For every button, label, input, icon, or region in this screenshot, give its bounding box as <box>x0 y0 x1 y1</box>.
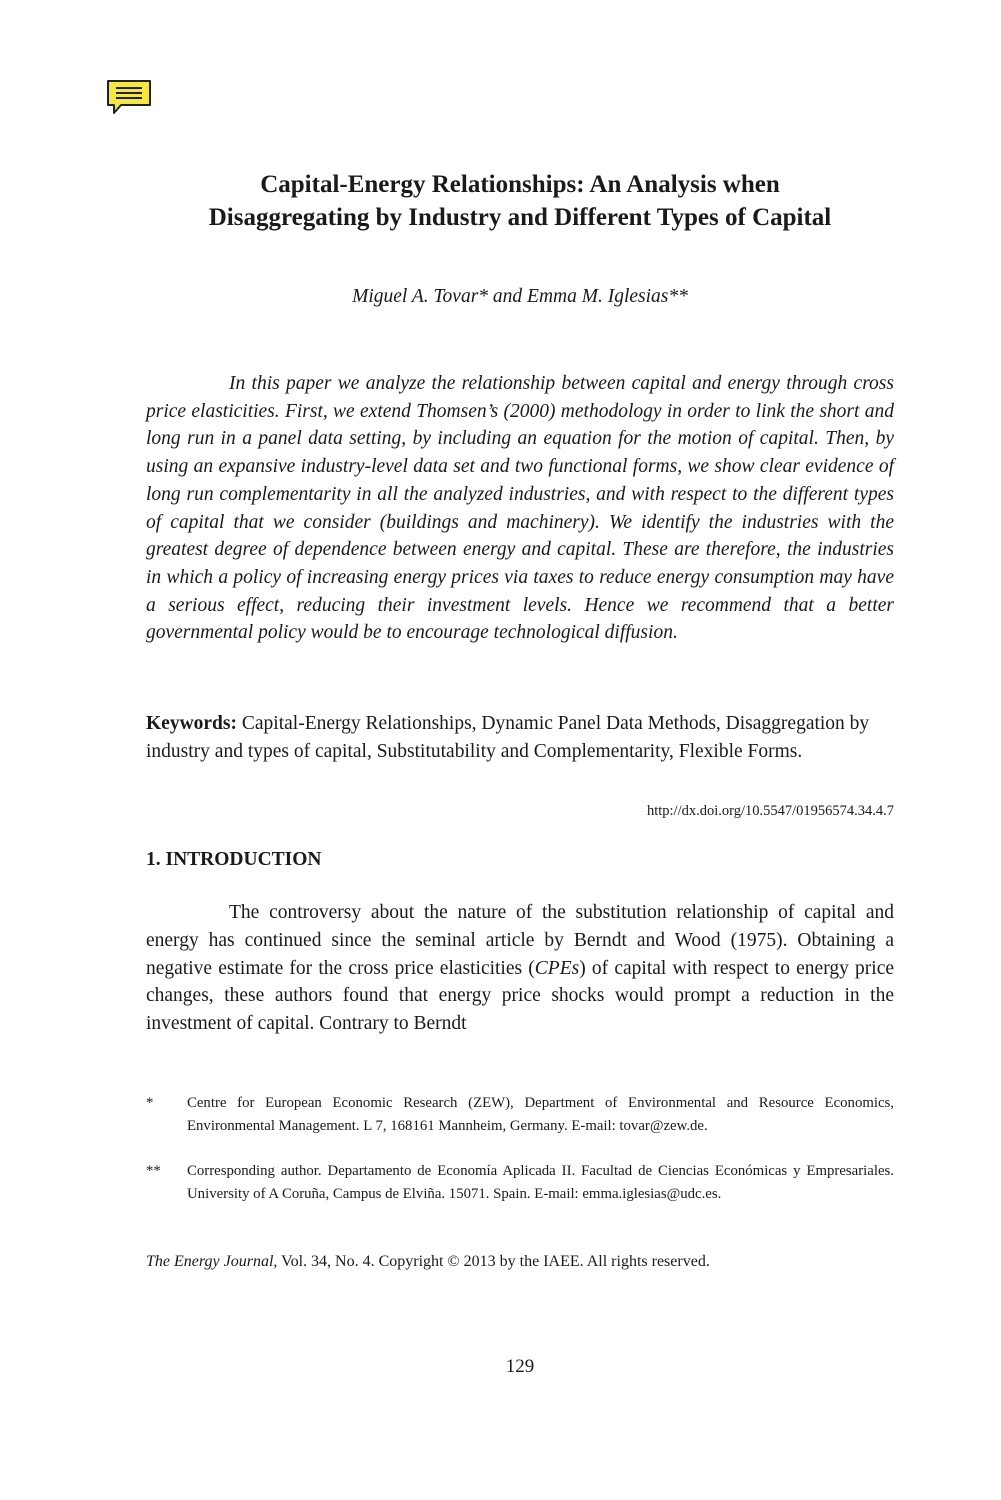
abstract <box>146 370 894 647</box>
footnote-1 <box>146 1092 894 1137</box>
doi-link[interactable]: http://dx.doi.org/10.5547/01956574.34.4.7 <box>646 803 894 819</box>
footnote-2 <box>146 1160 894 1205</box>
journal-citation <box>146 1253 894 1271</box>
intro-cpes: CPEs <box>534 957 580 979</box>
section-heading: 1. INTRODUCTION <box>146 849 322 870</box>
keywords-text: Capital-Energy Relationships, Dynamic Panel Data Methods, Disaggregation by industry and types of capital, Substitutability and Complementarity, Flexible Forms. <box>146 713 870 762</box>
footnote-1-mark: * <box>146 1095 154 1111</box>
footnote-1-text: Centre for European Economic Research (ZEW), Department of Environmental and Resource Economics, Environmental Management. L 7, 168161 Mannheim, Germany. E-mail: tovar@zew.de. <box>187 1095 894 1134</box>
keywords <box>146 710 894 765</box>
abstract-text: In this paper we analyze the relationship between capital and energy through cross price elasticities. First, we extend Thomsen’s (2000) methodology in order to link the short and long run in a panel data setting, by including an equation for the motion of capital. Then, by using an expansive industry-level data set and two functional forms, we show clear evidence of long run complementarity in all the analyzed industries, and with respect to the different types of capital that we consider (buildings and machinery). We identify the industries with the greatest degree of dependence between energy and capital. These are therefore, the industries in which a policy of increasing energy prices via taxes to reduce energy consumption may have a serious effect, reducing their investment levels. Hence we recommend that a better governmental policy would be to encourage technological diffusion. <box>146 373 894 644</box>
intro-paragraph <box>146 899 894 1038</box>
author-line: Miguel A. Tovar* and Emma M. Iglesias** <box>352 286 688 307</box>
page-number: 129 <box>505 1356 535 1377</box>
footnote-2-mark: ** <box>146 1163 161 1179</box>
footnote-2-text: Corresponding author. Departamento de Economía Aplicada II. Facultad de Ciencias Económicas y Empresariales. University of A Coruña, Campus de Elviña. 15071. Spain. E-mail: emma.iglesias@udc.es. <box>187 1163 894 1202</box>
journal-name: The Energy Journal <box>146 1253 274 1270</box>
journal-details: , Vol. 34, No. 4. Copyright © 2013 by the IAEE. All rights reserved. <box>273 1253 710 1270</box>
title-line-2: Disaggregating by Industry and Different Types of Capital <box>208 204 832 231</box>
keywords-label: Keywords: <box>146 713 237 734</box>
paper-title <box>120 168 920 234</box>
title-line-1: Capital-Energy Relationships: An Analysis when <box>260 171 780 198</box>
comment-note-icon[interactable] <box>105 78 153 118</box>
intro-text-1: The controversy about the nature of the substitution relationship of capital and energy has continued since the seminal article by Berndt and Wood (1975). Obtaining a negative estimate for the cross price elasticities ( <box>146 902 894 979</box>
intro-text-2: ) of capital with respect to energy price changes, these authors found that energy price shocks would prompt a reduction in the investment of capital. Contrary to Berndt <box>146 957 894 1035</box>
